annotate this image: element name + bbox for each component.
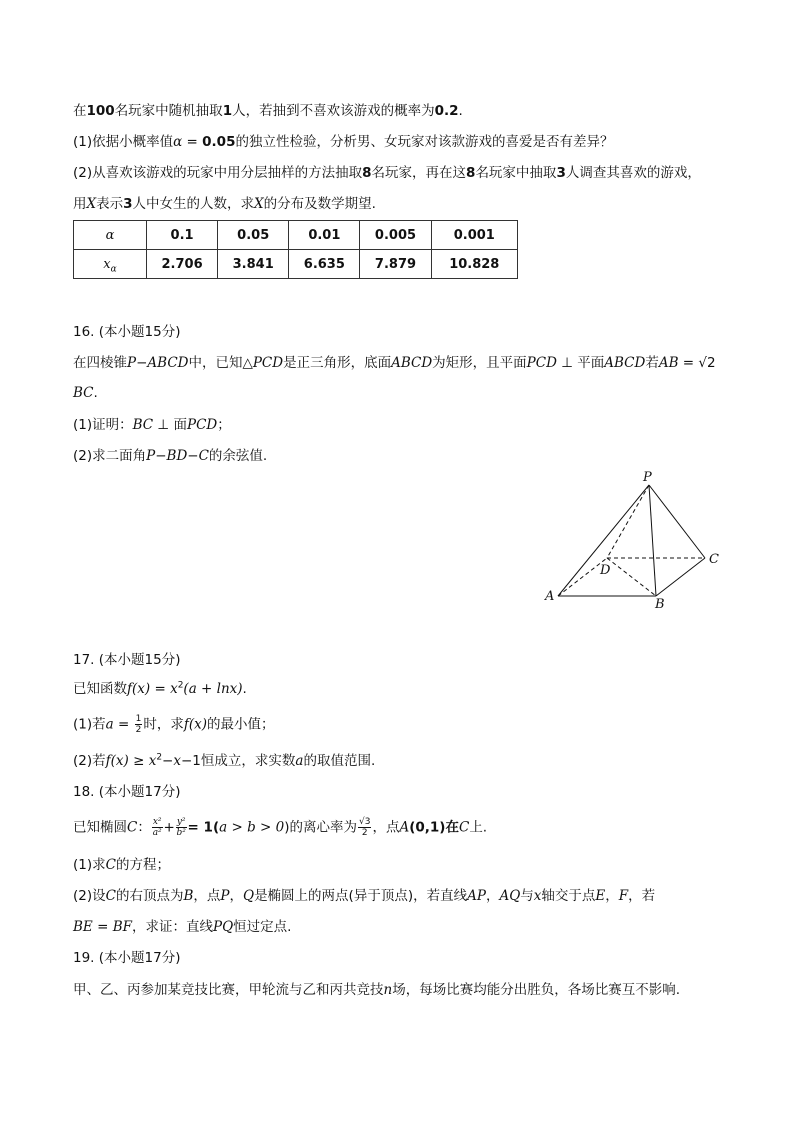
table-head-alpha: α <box>74 221 147 250</box>
table-head-x-alpha: $x_\alpha$ <box>74 250 147 279</box>
q17-heading: 17. (本小题15分) <box>73 652 181 668</box>
q15-part-1: (1)依据小概率值α = 0.05的独立性检验，分析男、女玩家对该款游戏的喜爱是否有差异？ <box>73 134 614 150</box>
table-row-x-alpha <box>74 250 518 279</box>
label-A: A <box>545 589 555 604</box>
table-cell: 7.879 <box>360 250 431 279</box>
table-cell: 0.005 <box>360 221 431 250</box>
fraction-sqrt3-2: $\frac{√3}{2}$ <box>358 817 371 838</box>
table-row-alpha <box>74 221 518 250</box>
edge-DB <box>607 558 656 596</box>
table-cell: 0.001 <box>431 221 517 250</box>
q16-part-1: (1)证明：BC ⊥ 面PCD； <box>73 417 231 433</box>
edge-PC <box>649 485 705 558</box>
table-cell: 3.841 <box>218 250 289 279</box>
label-P: P <box>643 470 652 485</box>
table-cell: 0.01 <box>289 221 360 250</box>
fraction-one-half: $\frac{1}{2}$ <box>135 714 142 735</box>
edge-PD <box>607 485 649 558</box>
q16-heading: 16. (本小题15分) <box>73 324 181 340</box>
table-cell: 2.706 <box>147 250 218 279</box>
q17-stem: 已知函数$f(x) = x^2(a + \ln x)$. <box>73 680 247 697</box>
fraction-y2-b2: $\frac{\text{y²}}{\text{b²}}$ <box>176 817 186 838</box>
q18-part-1: (1)求C的方程； <box>73 857 170 873</box>
q19-stem: 甲、乙、丙参加某竞技比赛，甲轮流与乙和丙共竞技n场，每场比赛均能分出胜负，各场比赛互不影响. <box>73 982 680 998</box>
q17-part-1: (1)若a = $\frac{1}{2}$ 时，求f(x)的最小值； <box>73 714 275 735</box>
q18-heading: 18. (本小题17分) <box>73 784 181 800</box>
q17-part-2: (2)若$f(x) \ge x^2-x-1$恒成立，求实数a的取值范围. <box>73 752 376 769</box>
label-C: C <box>709 552 719 567</box>
edge-BC <box>656 558 705 596</box>
fraction-x2-a2: $\frac{\text{x²}}{\text{a²}}$ <box>152 817 162 838</box>
q15-line-1: 在100名玩家中随机抽取1人，若抽到不喜欢该游戏的概率为0.2. <box>73 103 463 119</box>
table-cell: 0.05 <box>218 221 289 250</box>
edge-PB <box>649 485 656 596</box>
q18-stem: 已知椭圆C： $\frac{\text{x²}}{\text{a²}}$ + $\frac{\text{y²}}{\text{b²}}$ = 1(a > b > 0)的离心率为 $\frac{√3}{2}$ ，点A(0,1)在C上. <box>73 817 488 838</box>
q19-heading: 19. (本小题17分) <box>73 950 181 966</box>
table-cell: 10.828 <box>431 250 517 279</box>
q18-part-2-line-1: (2)设C的右顶点为B，点P，Q是椭圆上的两点(异于顶点)，若直线AP，AQ与x轴交于点E，F，若 <box>73 888 656 904</box>
pyramid-figure <box>540 468 730 618</box>
q16-stem-line-1: 在四棱锥P−ABCD中，已知△PCD是正三角形，底面ABCD为矩形，且平面PCD ⊥ 平面ABCD若AB = √2 <box>73 355 716 371</box>
q18-part-2-line-2: BE = BF，求证：直线PQ恒过定点. <box>73 919 292 935</box>
edge-PA <box>558 485 649 596</box>
q16-stem-line-2: BC. <box>73 385 98 401</box>
table-cell: 0.1 <box>147 221 218 250</box>
label-B: B <box>655 597 665 612</box>
label-D: D <box>600 563 611 578</box>
critical-value-table <box>73 220 518 279</box>
q15-part-2-line-1: (2)从喜欢该游戏的玩家中用分层抽样的方法抽取8名玩家，再在这8名玩家中抽取3人调查其喜欢的游戏， <box>73 165 701 181</box>
table-cell: 6.635 <box>289 250 360 279</box>
q15-part-2-line-2: 用X表示3人中女生的人数，求X的分布及数学期望. <box>73 196 376 212</box>
q16-part-2: (2)求二面角P−BD−C的余弦值. <box>73 448 268 464</box>
